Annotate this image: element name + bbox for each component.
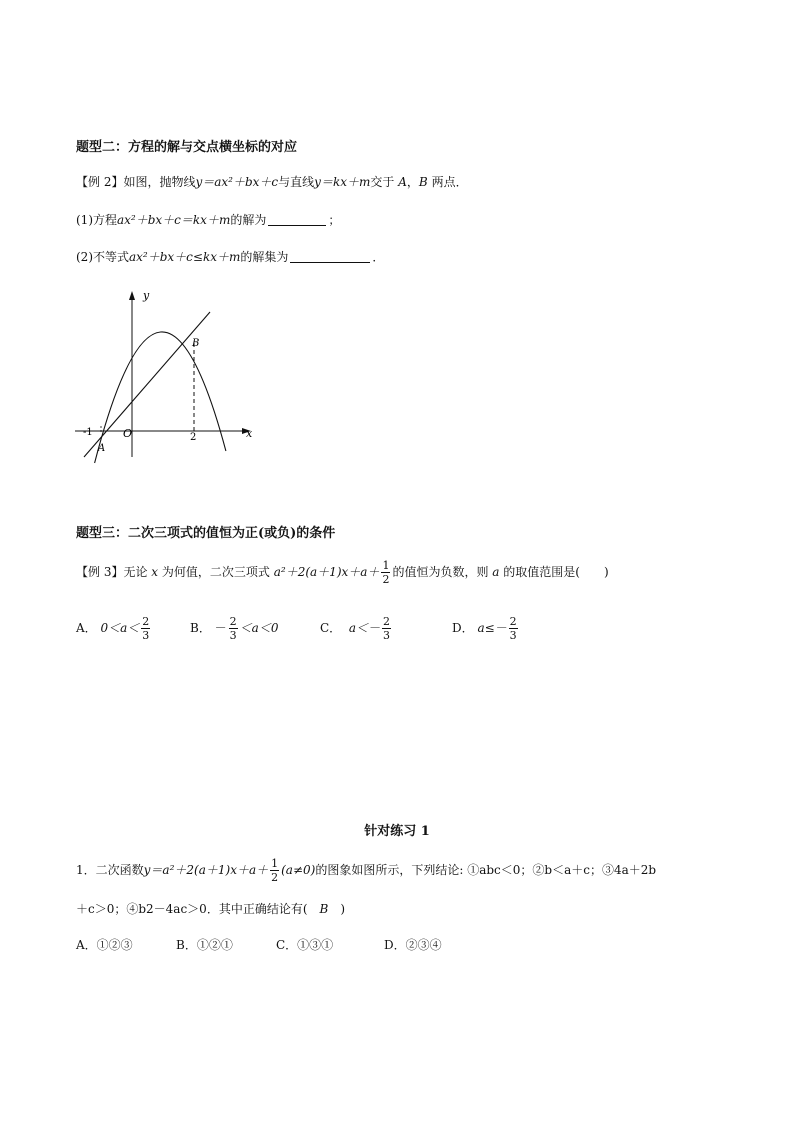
practice-option-d[interactable]: D．②③④ — [384, 938, 442, 952]
practice-q1-number: 1． — [76, 863, 96, 877]
example2-intro — [76, 173, 468, 190]
practice-q1-text-b: 的图象如图所示，下列结论: ①abc＜0；②b＜a＋c；③4a＋2b — [315, 863, 657, 877]
q1-end: ； — [328, 213, 341, 227]
point-a-label: A — [98, 443, 106, 454]
example3-option-c[interactable]: C． a＜－ $\frac{2}{3}$ — [320, 615, 390, 642]
practice-q1-condition: (a≠0) — [281, 863, 316, 877]
practice-option-c[interactable]: C．①③① — [276, 938, 334, 952]
practice-option-b[interactable]: B．①②① — [176, 938, 233, 952]
practice-q1-line2-text: ＋c＞0；④b2－4ac＞0．其中正确结论有( — [76, 902, 320, 916]
example2-question-1 — [76, 211, 340, 228]
example2-question-2 — [76, 248, 384, 265]
neg-one-label: -1 — [83, 427, 93, 438]
example3-stem — [76, 560, 609, 585]
point-b-text: B — [418, 175, 428, 189]
parabola-curve — [95, 332, 226, 463]
example2-text-b: 与直线 — [278, 175, 315, 189]
practice-q1-close: ) — [328, 902, 346, 916]
practice-one-half-fraction: $\frac{1}{2}$ — [271, 857, 279, 884]
parabola-expression: y＝ax²＋bx＋c — [195, 175, 279, 189]
section3-heading: 题型三：二次三项式的值恒为正(或负)的条件 — [76, 526, 336, 541]
example3-text-b: 为何值，二次三项式 — [161, 565, 270, 579]
example3-option-a[interactable]: A． 0＜a＜ $\frac{2}{3}$ — [76, 615, 150, 642]
variable-x: x — [151, 565, 159, 579]
line-expression: y＝kx＋m — [314, 175, 371, 189]
q2-prefix: (2)不等式 — [76, 250, 129, 264]
example3-option-b[interactable]: B． － $\frac{2}{3}$ ＜a＜0 — [190, 615, 279, 642]
y-axis-label: y — [143, 289, 150, 302]
point-b-label: B — [192, 338, 200, 349]
q2-answer-blank[interactable] — [290, 250, 370, 263]
practice-q1-text-a: 二次函数 — [95, 863, 144, 877]
example2-text-a: 如图，抛物线 — [123, 175, 196, 189]
two-label: 2 — [190, 432, 197, 443]
q1-prefix: (1)方程 — [76, 213, 117, 227]
trinomial-expression: a²＋2(a＋1)x＋a＋ — [273, 565, 380, 579]
example3-text-c: 的值恒为负数，则 — [392, 565, 489, 579]
x-axis-label: x — [246, 427, 253, 440]
example3-text-d: 的取值范围是( ) — [503, 565, 609, 579]
practice-title: 针对练习 1 — [364, 824, 430, 839]
example3-text-a: 无论 — [123, 565, 148, 579]
q2-suffix: 的解集为 — [240, 250, 289, 264]
point-a-text: A — [398, 175, 407, 189]
practice-q1-line1 — [76, 858, 656, 883]
section2-heading: 题型二：方程的解与交点横坐标的对应 — [76, 140, 298, 155]
q1-answer-blank[interactable] — [268, 213, 326, 226]
example3-tag: 【例 3】 — [76, 565, 124, 579]
origin-label: O — [123, 427, 133, 440]
one-half-fraction: $\frac{1}{2}$ — [382, 559, 390, 586]
q1-suffix: 的解为 — [230, 213, 267, 227]
q2-inequality: ax²＋bx＋c≤kx＋m — [129, 250, 241, 264]
q2-end: ． — [372, 250, 385, 264]
example3-option-d[interactable]: D． a≤－ $\frac{2}{3}$ — [452, 615, 517, 642]
practice-q1-answer: B — [319, 902, 329, 916]
example2-text-c: 交于 — [370, 175, 395, 189]
example2-text-d: 两点． — [431, 175, 468, 189]
separator: ， — [406, 175, 419, 189]
example2-tag: 【例 2】 — [76, 175, 124, 189]
practice-q1-function: y＝a²＋2(a＋1)x＋a＋ — [143, 863, 269, 877]
variable-a: a — [492, 565, 500, 579]
practice-q1-line2 — [76, 900, 345, 917]
practice-option-a[interactable]: A．①②③ — [76, 938, 133, 952]
y-axis-arrow — [129, 291, 135, 300]
parabola-line-graph — [70, 285, 270, 465]
q1-equation: ax²＋bx＋c＝kx＋m — [117, 213, 231, 227]
